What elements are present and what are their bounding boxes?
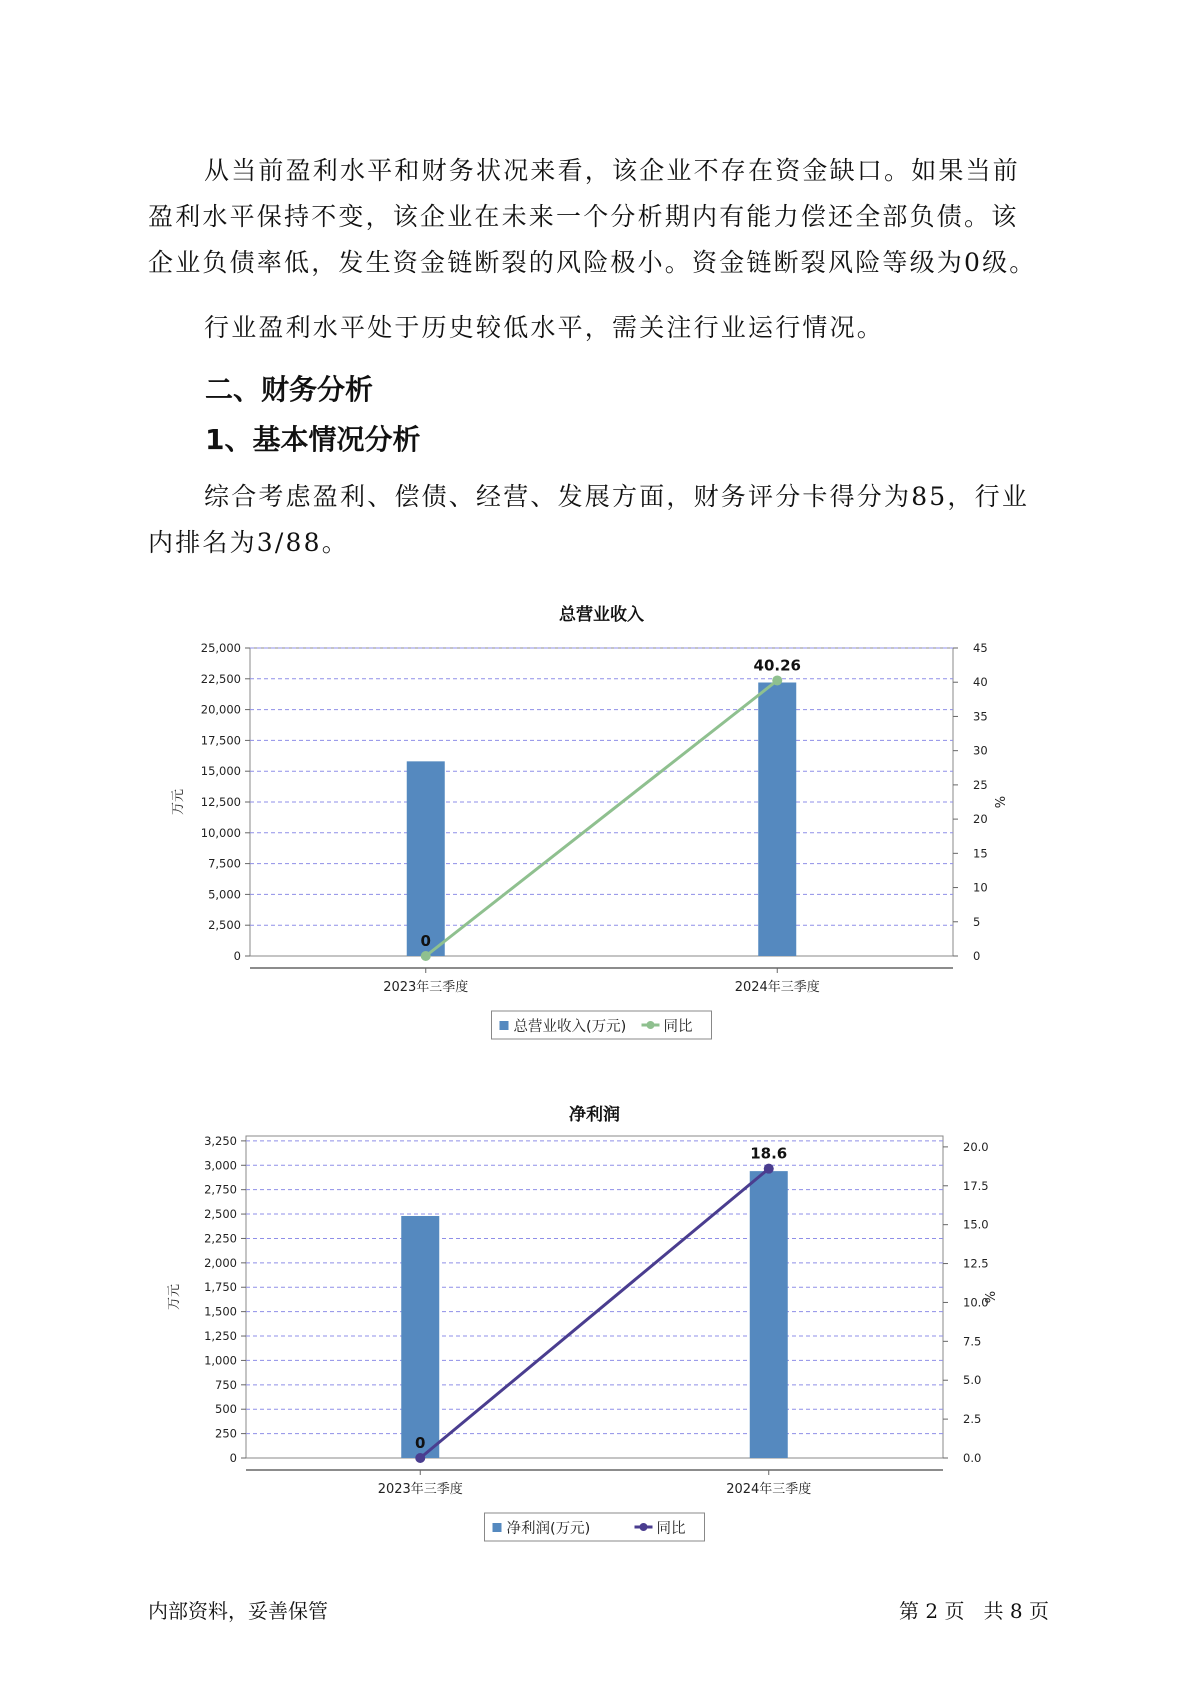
y-tick-label: 1,000 <box>204 1353 237 1368</box>
y-tick-label: 2,250 <box>204 1231 237 1246</box>
y2-tick-label: 25 <box>973 777 988 792</box>
legend-label: 净利润(万元) <box>506 1521 591 1537</box>
footer-page-label: 第 2 页 <box>899 1599 965 1623</box>
y2-tick-label: 40 <box>973 675 988 690</box>
y-axis-label: 万元 <box>167 1283 182 1311</box>
y-tick-label: 3,250 <box>204 1133 237 1148</box>
plot-area <box>246 1136 943 1458</box>
y2-tick-label: 15 <box>973 846 988 861</box>
y2-tick-label: 20 <box>973 812 988 827</box>
y2-tick-label: 35 <box>973 709 988 724</box>
y2-tick-label: 15.0 <box>963 1217 989 1232</box>
y-tick-label: 0 <box>229 1451 237 1465</box>
legend-bar-swatch <box>493 1523 502 1532</box>
y-tick-label: 500 <box>215 1402 237 1417</box>
subsection-heading: 1、基本情况分析 <box>205 423 421 456</box>
y-tick-label: 250 <box>215 1426 237 1441</box>
y-tick-label: 2,500 <box>204 1207 237 1222</box>
y-tick-label: 10,000 <box>200 825 241 840</box>
yoy-point <box>415 1453 425 1463</box>
revenue-chart-svg <box>0 590 1191 1050</box>
y2-tick-label: 17.5 <box>963 1178 989 1193</box>
yoy-point <box>421 951 431 961</box>
legend-line-marker <box>647 1021 655 1029</box>
net-profit-chart-svg <box>0 1090 1191 1550</box>
y-tick-label: 22,500 <box>200 671 241 686</box>
y2-tick-label: 5 <box>973 914 981 929</box>
x-tick-label: 2024年三季度 <box>726 1482 812 1497</box>
paragraph-funding-gap: 从当前盈利水平和财务状况来看，该企业不存在资金缺口。如果当前盈利水平保持不变，该企业在未来一个分析期内有能力偿还全部负债。该企业负债率低，发生资金链断裂的风险极小。资金链断裂风险等级为0级。 <box>148 156 1037 277</box>
y-tick-label: 20,000 <box>200 702 241 717</box>
legend-label: 总营业收入(万元) <box>513 1019 627 1035</box>
y2-tick-label: 12.5 <box>963 1256 989 1271</box>
y-tick-label: 17,500 <box>200 733 241 748</box>
x-tick-label: 2023年三季度 <box>377 1482 463 1497</box>
y2-tick-label: 0 <box>973 949 981 963</box>
y-tick-label: 12,500 <box>200 795 241 809</box>
bar <box>750 1171 788 1458</box>
y-tick-label: 2,500 <box>208 918 241 933</box>
y-tick-label: 750 <box>215 1377 237 1392</box>
paragraph-industry: 行业盈利水平处于历史较低水平，需关注行业运行情况。 <box>204 313 885 342</box>
legend-bar-swatch <box>500 1021 509 1030</box>
y2-tick-label: 20.0 <box>963 1139 989 1154</box>
y-tick-label: 2,750 <box>204 1182 237 1197</box>
net-profit-chart <box>0 1090 1191 1550</box>
x-tick-label: 2024年三季度 <box>734 980 820 995</box>
bar <box>407 761 445 956</box>
data-label: 40.26 <box>753 656 801 675</box>
y2-axis-label: % <box>984 1290 999 1304</box>
y2-tick-label: 10.0 <box>963 1295 989 1310</box>
y-tick-label: 0 <box>233 949 241 963</box>
data-label: 18.6 <box>750 1144 788 1163</box>
y-tick-label: 1,750 <box>204 1280 237 1295</box>
y-tick-label: 1,250 <box>204 1329 237 1344</box>
y2-tick-label: 2.5 <box>963 1412 982 1427</box>
legend-label: 同比 <box>656 1521 686 1537</box>
y-tick-label: 2,000 <box>204 1255 237 1270</box>
y2-tick-label: 5.0 <box>963 1373 982 1388</box>
y-tick-label: 25,000 <box>200 641 241 655</box>
bar <box>401 1216 439 1458</box>
y2-tick-label: 0.0 <box>963 1451 982 1465</box>
legend-line-marker <box>640 1523 648 1531</box>
y2-tick-label: 7.5 <box>963 1334 982 1349</box>
y2-tick-label: 30 <box>973 743 988 758</box>
y-tick-label: 1,500 <box>204 1304 237 1319</box>
footer-confidential: 内部资料，妥善保管 <box>148 1599 328 1623</box>
y-tick-label: 15,000 <box>200 764 241 779</box>
y2-tick-label: 10 <box>973 880 988 895</box>
legend-label: 同比 <box>663 1019 693 1035</box>
chart-title: 总营业收入 <box>559 605 644 625</box>
y2-axis-label: % <box>994 795 1009 809</box>
y2-tick-label: 45 <box>973 641 988 655</box>
revenue-chart <box>0 590 1191 1050</box>
x-tick-label: 2023年三季度 <box>383 980 469 995</box>
chart-title: 净利润 <box>569 1105 620 1125</box>
y-tick-label: 7,500 <box>208 856 241 871</box>
paragraph-scorecard: 综合考虑盈利、偿债、经营、发展方面，财务评分卡得分为85，行业内排名为3/88。 <box>148 482 1030 557</box>
footer-page-number <box>899 1595 1049 1624</box>
y-tick-label: 5,000 <box>208 887 241 902</box>
footer-total-label: 共 8 页 <box>983 1599 1049 1623</box>
data-label: 0 <box>420 932 431 950</box>
data-label: 0 <box>415 1434 426 1452</box>
yoy-point <box>772 675 782 685</box>
section-heading: 二、财务分析 <box>205 373 374 406</box>
y-tick-label: 3,000 <box>204 1158 237 1173</box>
bar <box>758 682 796 956</box>
yoy-point <box>764 1164 774 1174</box>
y-axis-label: 万元 <box>171 788 186 816</box>
